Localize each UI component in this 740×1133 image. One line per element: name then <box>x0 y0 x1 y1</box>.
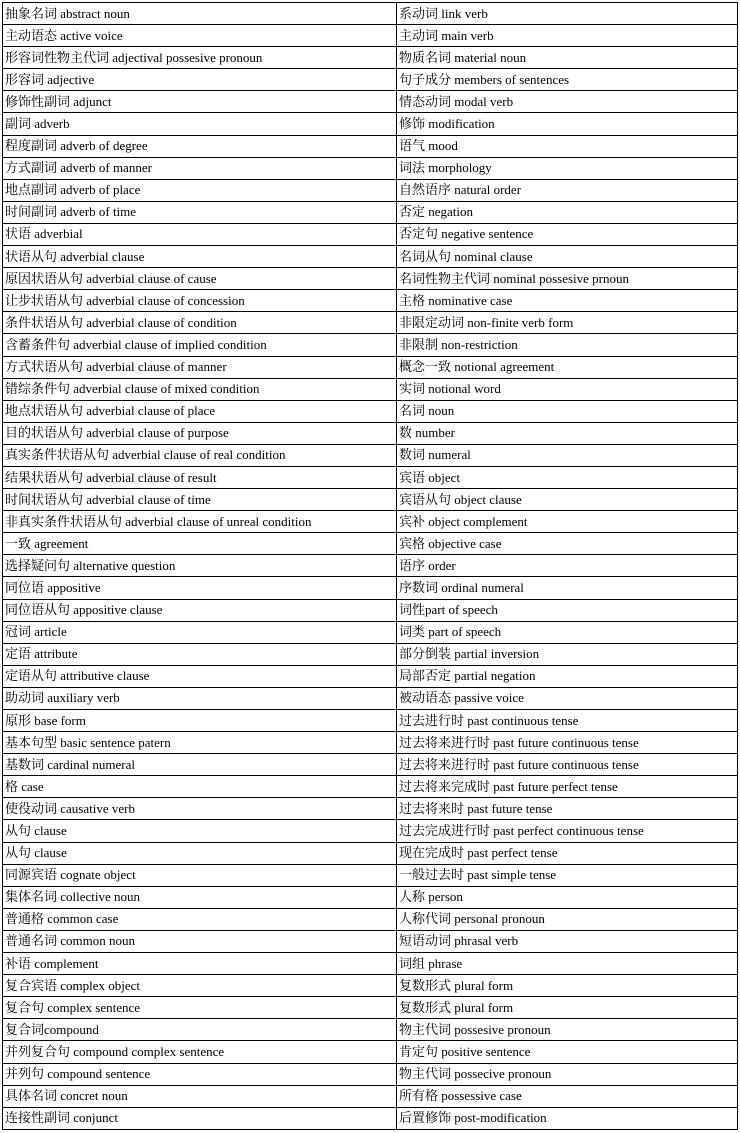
term-cell-right: 现在完成时 past perfect tense <box>397 842 738 864</box>
table-row <box>3 842 738 864</box>
table-row <box>3 511 738 533</box>
term-cell-right: 非限制 non-restriction <box>397 334 738 356</box>
table-row <box>3 599 738 621</box>
table-row <box>3 687 738 709</box>
table-row <box>3 113 738 135</box>
table-row <box>3 577 738 599</box>
term-cell-right: 情态动词 modal verb <box>397 91 738 113</box>
table-row <box>3 201 738 223</box>
table-row <box>3 1085 738 1107</box>
term-cell-right: 名词从句 nominal clause <box>397 246 738 268</box>
term-cell-left: 格 case <box>3 776 397 798</box>
term-cell-left: 原因状语从句 adverbial clause of cause <box>3 268 397 290</box>
term-cell-left: 错综条件句 adverbial clause of mixed condition <box>3 378 397 400</box>
term-cell-left: 复合句 complex sentence <box>3 997 397 1019</box>
term-cell-right: 复数形式 plural form <box>397 997 738 1019</box>
term-cell-left: 基数词 cardinal numeral <box>3 754 397 776</box>
table-row <box>3 290 738 312</box>
term-cell-right: 语气 mood <box>397 135 738 157</box>
term-cell-right: 语序 order <box>397 555 738 577</box>
table-row <box>3 798 738 820</box>
term-cell-left: 基本句型 basic sentence patern <box>3 732 397 754</box>
term-cell-right: 部分倒装 partial inversion <box>397 643 738 665</box>
term-cell-right: 宾补 object complement <box>397 511 738 533</box>
term-cell-right: 过去将来时 past future tense <box>397 798 738 820</box>
table-row <box>3 1107 738 1129</box>
table-row <box>3 356 738 378</box>
table-row <box>3 533 738 555</box>
term-cell-left: 原形 base form <box>3 710 397 732</box>
table-row <box>3 820 738 842</box>
table-row <box>3 69 738 91</box>
term-cell-right: 物主代词 possecive pronoun <box>397 1063 738 1085</box>
term-cell-left: 同位语从句 appositive clause <box>3 599 397 621</box>
table-row <box>3 25 738 47</box>
table-row <box>3 91 738 113</box>
term-cell-left: 地点副词 adverb of place <box>3 179 397 201</box>
term-cell-left: 定语 attribute <box>3 643 397 665</box>
term-cell-right: 被动语态 passive voice <box>397 687 738 709</box>
table-row <box>3 776 738 798</box>
term-cell-left: 助动词 auxiliary verb <box>3 687 397 709</box>
term-cell-left: 真实条件状语从句 adverbial clause of real condition <box>3 444 397 466</box>
table-row <box>3 157 738 179</box>
term-cell-right: 过去将来完成时 past future perfect tense <box>397 776 738 798</box>
term-cell-right: 过去将来进行时 past future continuous tense <box>397 754 738 776</box>
term-cell-left: 修饰性副词 adjunct <box>3 91 397 113</box>
term-cell-right: 词性part of speech <box>397 599 738 621</box>
term-cell-right: 人称 person <box>397 886 738 908</box>
term-cell-left: 方式状语从句 adverbial clause of manner <box>3 356 397 378</box>
term-cell-right: 否定 negation <box>397 201 738 223</box>
table-row <box>3 400 738 422</box>
term-cell-left: 定语从句 attributive clause <box>3 665 397 687</box>
table-row <box>3 953 738 975</box>
table-row <box>3 179 738 201</box>
term-cell-right: 一般过去时 past simple tense <box>397 864 738 886</box>
term-cell-left: 状语从句 adverbial clause <box>3 246 397 268</box>
term-cell-right: 主动词 main verb <box>397 25 738 47</box>
term-cell-left: 抽象名词 abstract noun <box>3 3 397 25</box>
term-cell-right: 修饰 modification <box>397 113 738 135</box>
term-cell-right: 局部否定 partial negation <box>397 665 738 687</box>
term-cell-left: 地点状语从句 adverbial clause of place <box>3 400 397 422</box>
term-cell-right: 名词 noun <box>397 400 738 422</box>
table-row <box>3 555 738 577</box>
term-cell-right: 宾格 objective case <box>397 533 738 555</box>
term-cell-left: 条件状语从句 adverbial clause of condition <box>3 312 397 334</box>
term-cell-left: 选择疑问句 alternative question <box>3 555 397 577</box>
table-row <box>3 975 738 997</box>
table-row <box>3 3 738 25</box>
table-row <box>3 422 738 444</box>
table-row <box>3 466 738 488</box>
term-cell-left: 一致 agreement <box>3 533 397 555</box>
table-row <box>3 246 738 268</box>
table-row <box>3 1063 738 1085</box>
term-cell-left: 结果状语从句 adverbial clause of result <box>3 466 397 488</box>
term-cell-left: 非真实条件状语从句 adverbial clause of unreal condition <box>3 511 397 533</box>
term-cell-right: 否定句 negative sentence <box>397 223 738 245</box>
table-row <box>3 930 738 952</box>
term-cell-right: 物质名词 material noun <box>397 47 738 69</box>
term-cell-left: 程度副词 adverb of degree <box>3 135 397 157</box>
table-row <box>3 621 738 643</box>
term-cell-left: 连接性副词 conjunct <box>3 1107 397 1129</box>
table-row <box>3 444 738 466</box>
term-cell-left: 从句 clause <box>3 820 397 842</box>
term-cell-right: 主格 nominative case <box>397 290 738 312</box>
term-cell-right: 句子成分 members of sentences <box>397 69 738 91</box>
term-cell-left: 冠词 article <box>3 621 397 643</box>
term-cell-right: 过去完成进行时 past perfect continuous tense <box>397 820 738 842</box>
term-cell-left: 方式副词 adverb of manner <box>3 157 397 179</box>
term-cell-left: 集体名词 collective noun <box>3 886 397 908</box>
term-cell-left: 副词 adverb <box>3 113 397 135</box>
term-cell-left: 目的状语从句 adverbial clause of purpose <box>3 422 397 444</box>
table-row <box>3 864 738 886</box>
term-cell-right: 数 number <box>397 422 738 444</box>
term-cell-right: 物主代词 possesive pronoun <box>397 1019 738 1041</box>
term-cell-right: 短语动词 phrasal verb <box>397 930 738 952</box>
term-cell-left: 同源宾语 cognate object <box>3 864 397 886</box>
term-cell-right: 序数词 ordinal numeral <box>397 577 738 599</box>
table-row <box>3 135 738 157</box>
table-row <box>3 47 738 69</box>
term-cell-right: 所有格 possessive case <box>397 1085 738 1107</box>
table-row <box>3 732 738 754</box>
table-row <box>3 665 738 687</box>
term-cell-left: 补语 complement <box>3 953 397 975</box>
table-row <box>3 1041 738 1063</box>
term-cell-right: 概念一致 notional agreement <box>397 356 738 378</box>
term-cell-left: 并列复合句 compound complex sentence <box>3 1041 397 1063</box>
table-row <box>3 489 738 511</box>
term-cell-right: 肯定句 positive sentence <box>397 1041 738 1063</box>
term-cell-right: 自然语序 natural order <box>397 179 738 201</box>
glossary-table <box>2 2 738 1130</box>
term-cell-left: 具体名词 concret noun <box>3 1085 397 1107</box>
table-row <box>3 378 738 400</box>
term-cell-right: 后置修饰 post-modification <box>397 1107 738 1129</box>
table-row <box>3 908 738 930</box>
table-row <box>3 223 738 245</box>
table-row <box>3 643 738 665</box>
table-row <box>3 997 738 1019</box>
glossary-body <box>3 3 738 1130</box>
term-cell-right: 词组 phrase <box>397 953 738 975</box>
table-row <box>3 334 738 356</box>
term-cell-right: 词法 morphology <box>397 157 738 179</box>
table-row <box>3 1019 738 1041</box>
term-cell-left: 时间状语从句 adverbial clause of time <box>3 489 397 511</box>
term-cell-left: 使役动词 causative verb <box>3 798 397 820</box>
term-cell-left: 形容词性物主代词 adjectival possesive pronoun <box>3 47 397 69</box>
term-cell-left: 状语 adverbial <box>3 223 397 245</box>
term-cell-left: 含蓄条件句 adverbial clause of implied condition <box>3 334 397 356</box>
term-cell-left: 同位语 appositive <box>3 577 397 599</box>
term-cell-left: 时间副词 adverb of time <box>3 201 397 223</box>
term-cell-left: 并列句 compound sentence <box>3 1063 397 1085</box>
term-cell-right: 宾语 object <box>397 466 738 488</box>
term-cell-right: 人称代词 personal pronoun <box>397 908 738 930</box>
table-row <box>3 268 738 290</box>
term-cell-right: 过去将来进行时 past future continuous tense <box>397 732 738 754</box>
term-cell-right: 非限定动词 non-finite verb form <box>397 312 738 334</box>
term-cell-right: 复数形式 plural form <box>397 975 738 997</box>
term-cell-left: 主动语态 active voice <box>3 25 397 47</box>
term-cell-left: 复合宾语 complex object <box>3 975 397 997</box>
term-cell-left: 复合词compound <box>3 1019 397 1041</box>
term-cell-left: 普通格 common case <box>3 908 397 930</box>
term-cell-right: 系动词 link verb <box>397 3 738 25</box>
term-cell-right: 名词性物主代词 nominal possesive prnoun <box>397 268 738 290</box>
table-row <box>3 886 738 908</box>
term-cell-left: 形容词 adjective <box>3 69 397 91</box>
term-cell-right: 宾语从句 object clause <box>397 489 738 511</box>
term-cell-right: 实词 notional word <box>397 378 738 400</box>
table-row <box>3 312 738 334</box>
term-cell-right: 数词 numeral <box>397 444 738 466</box>
term-cell-right: 词类 part of speech <box>397 621 738 643</box>
table-row <box>3 754 738 776</box>
table-row <box>3 710 738 732</box>
term-cell-right: 过去进行时 past continuous tense <box>397 710 738 732</box>
term-cell-left: 让步状语从句 adverbial clause of concession <box>3 290 397 312</box>
term-cell-left: 普通名词 common noun <box>3 930 397 952</box>
term-cell-left: 从句 clause <box>3 842 397 864</box>
